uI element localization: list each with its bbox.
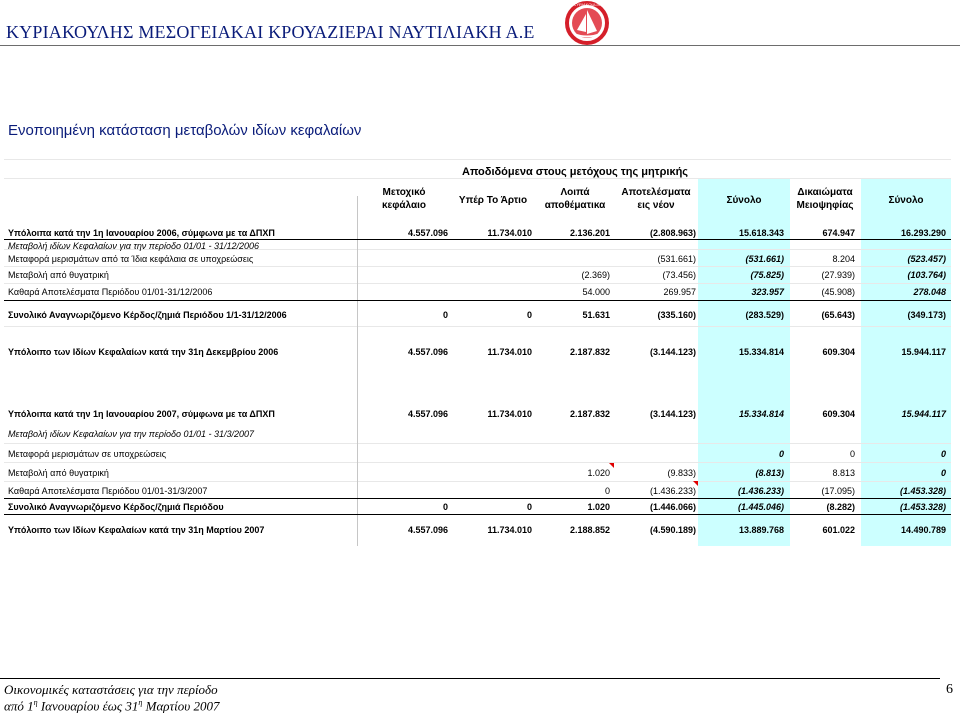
col-header-share-premium: Υπέρ Το Άρτιο <box>458 195 528 206</box>
header-divider <box>0 45 960 46</box>
col-header-retained-earnings: Αποτελέσματα εις νέον <box>621 187 691 211</box>
page-header <box>0 0 960 48</box>
grid-line <box>4 159 951 160</box>
page-number: 6 <box>946 682 953 697</box>
col-header-total: Σύνολο <box>888 195 924 206</box>
col-header-subtotal: Σύνολο <box>726 195 762 206</box>
grid-line <box>4 481 951 482</box>
col-header-other-reserves: Λοιπά αποθέματικα <box>544 187 606 211</box>
grid-line <box>4 326 951 327</box>
grid-line <box>4 266 951 267</box>
grid-line <box>4 178 951 179</box>
row-divider <box>4 300 951 301</box>
footer-period-line2: από $1^\eta$ Ιανουαρίου έως $31^\eta$ Μαρτίου 2007 <box>4 698 220 714</box>
row-divider <box>4 514 951 515</box>
company-name: ΚΥΡΙΑΚΟΥΛΗΣ ΜΕΣΟΓΕΙΑΚΑΙ ΚΡΟΥΑΖΙΕΡΑΙ ΝΑΥΤΙΛΙΑΚΗ Α.Ε <box>6 22 535 42</box>
col-header-share-capital: Μετοχικό κεφάλαιο <box>381 187 427 211</box>
logo-text: KYRIAKOULIS <box>573 2 601 7</box>
grid-vline <box>357 196 358 546</box>
company-logo-icon <box>562 1 612 45</box>
grid-line <box>4 443 951 444</box>
row-divider <box>4 498 951 499</box>
cell-comment-marker-icon <box>609 463 614 468</box>
footer-divider <box>0 678 940 679</box>
group-header: Αποδιδόμενα στους μετόχους της μητρικής <box>462 166 689 178</box>
cell-comment-marker-icon <box>693 481 698 486</box>
document-title: Ενοποιημένη κατάσταση μεταβολών ιδίων κεφαλαίων <box>8 122 362 139</box>
col-header-minority-interest: Δικαιώματα Μειοψηφίας <box>796 187 854 211</box>
grid-line <box>4 462 951 463</box>
grid-line <box>4 283 951 284</box>
footer-period-line1: Οικονομικές καταστάσεις για την περίοδο <box>4 682 218 697</box>
